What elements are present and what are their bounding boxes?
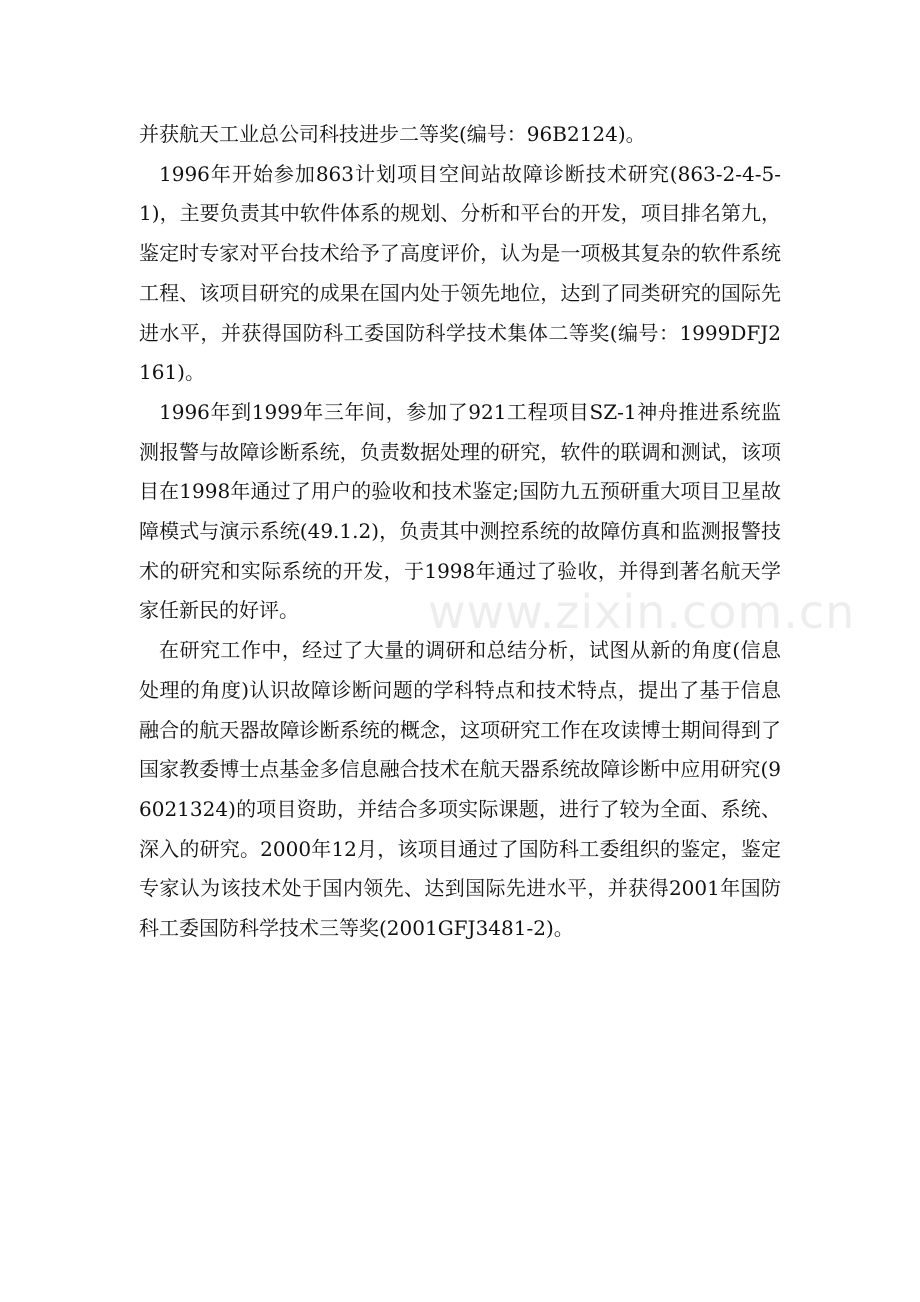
watermark: www.zixin.com.cn xyxy=(428,585,856,639)
document-body xyxy=(139,115,781,949)
paragraph-1: 并获航天工业总公司科技进步二等奖(编号：96B2124)。 xyxy=(139,122,646,146)
paragraph-3: 1996年到1999年三年间，参加了921工程项目SZ-1神舟推进系统监测报警与故障诊断系统，负责数据处理的研究，软件的联调和测试，该项目在1998年通过了用户的验收和技术鉴定;国防九五预研重大项目卫星故障模式与演示系统(49.1.2)，负责其中测控系统的故障仿真和监测报警技术的研究和实际系统的开发，于1998年通过了验收，并得到著名航天学家任新民的好评。 xyxy=(139,399,781,623)
paragraph-4: 在研究工作中，经过了大量的调研和总结分析，试图从新的角度(信息处理的角度)认识故障诊断问题的学科特点和技术特点，提出了基于信息融合的航天器故障诊断系统的概念，这项研究工作在攻读博士期间得到了国家教委博士点基金多信息融合技术在航天器系统故障诊断中应用研究(96021324)的项目资助，并结合多项实际课题，进行了较为全面、系统、深入的研究。2000年12月，该项目通过了国防科工委组织的鉴定，鉴定专家认为该技术处于国内领先、达到国际先进水平，并获得2001年国防科工委国防科学技术三等奖(2001GFJ3481-2)。 xyxy=(139,638,781,941)
paragraph-2: 1996年开始参加863计划项目空间站故障诊断技术研究(863-2-4-5-1)，主要负责其中软件体系的规划、分析和平台的开发，项目排名第九，鉴定时专家对平台技术给予了高度评价，认为是一项极其复杂的软件系统工程、该项目研究的成果在国内处于领先地位，达到了同类研究的国际先进水平，并获得国防科工委国防科学技术集体二等奖(编号：1999DFJ2161)。 xyxy=(139,161,781,385)
